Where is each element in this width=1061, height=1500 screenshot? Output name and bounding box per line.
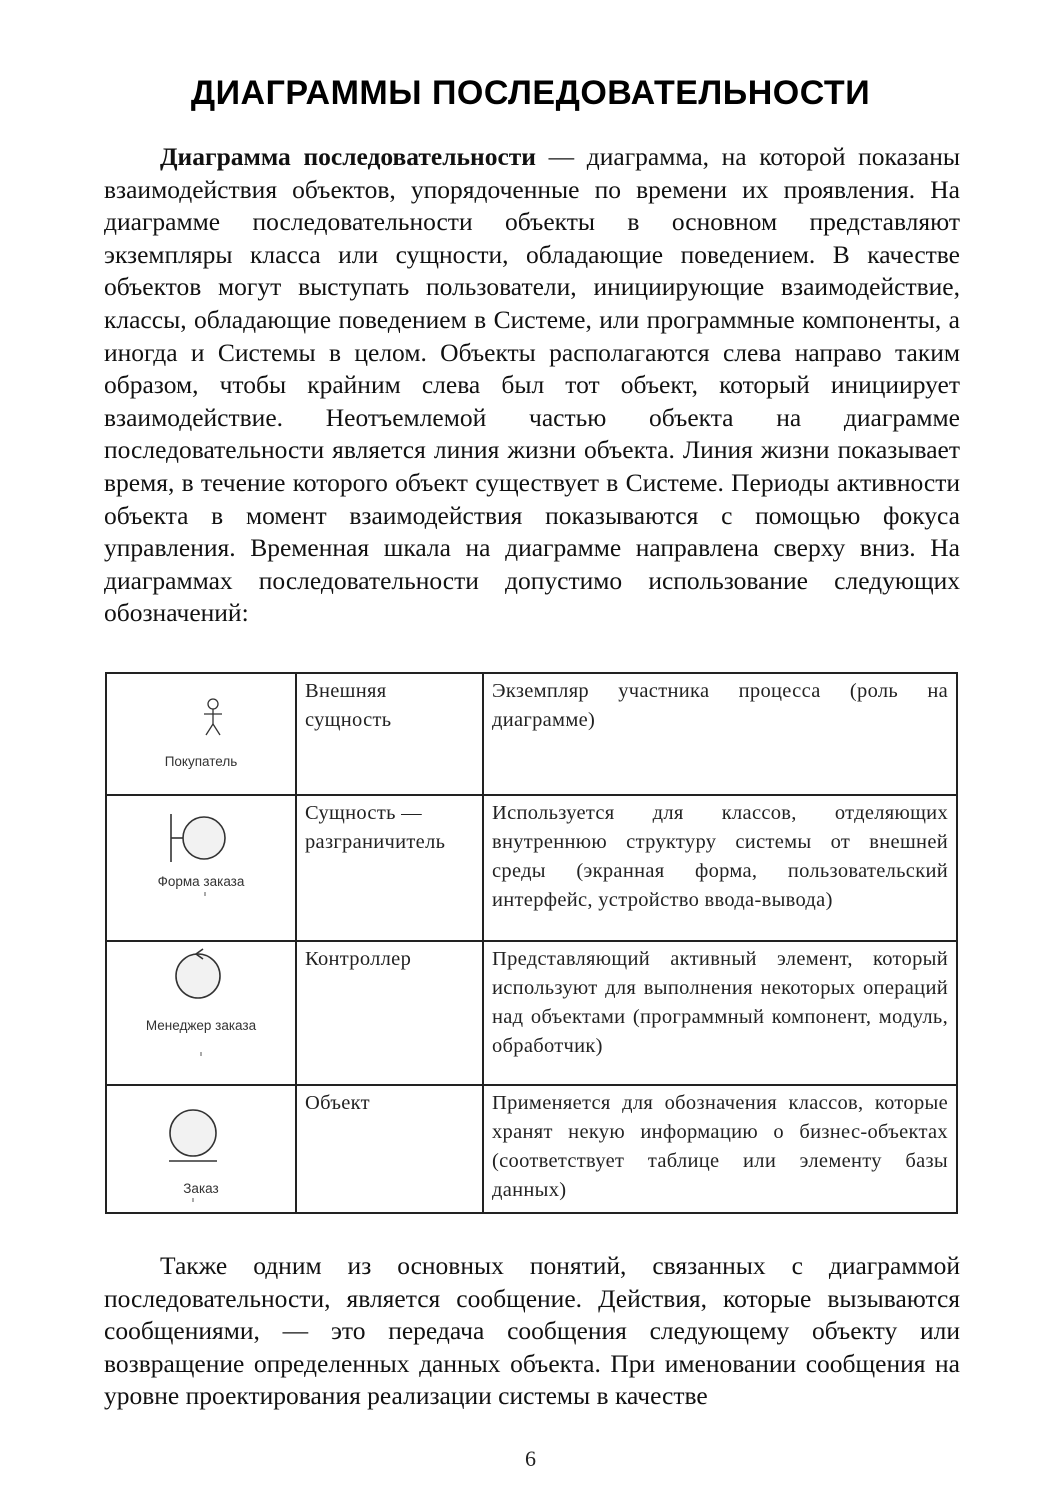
actor-icon bbox=[107, 674, 295, 796]
description-cell bbox=[483, 1085, 957, 1213]
notation-description: Представляющий активный элемент, который используют для выполнения некоторых операций над объектами (программный компонент, модуль, обработчик) bbox=[492, 948, 948, 1057]
icon-label: Менеджер заказа bbox=[145, 1018, 257, 1033]
icon-cell bbox=[106, 673, 296, 795]
notation-name: Внешняя сущность bbox=[305, 680, 392, 731]
description-cell bbox=[483, 941, 957, 1085]
notation-table bbox=[105, 672, 958, 1214]
notation-name: Объект bbox=[305, 1092, 370, 1114]
intro-text: — диаграмма, на которой показаны взаимодействия объектов, упорядоченные по времени их проявления. На диаграмме последовательности объекты в основном представляют экземпляры класса или сущности, обладающие поведением. В качестве объектов могут выступать пользователи, инициирующие взаимодействие, классы, обладающие поведением в Системе, или программные компоненты, а иногда и Системы в целом. Объекты располагаются слева направо таким образом, чтобы крайним слева был тот объект, который инициирует взаимодействие. Неотъемлемой частью объекта на диаграмме последовательности является линия жизни объекта. Линия жизни показывает время, в течение которого объект существует в Системе. Периоды активности объекта в момент взаимодействия показываются с помощью фокуса управления. Временная шкала на диаграмме направлена сверху вниз. На диаграммах последовательности допустимо использование следующих обозначений: bbox=[104, 142, 960, 628]
table-row bbox=[106, 795, 957, 941]
notation-description: Применяется для обозначения классов, которые хранят некую информацию о бизнес-объектах (соответствует таблице или элементу базы данных) bbox=[492, 1092, 948, 1201]
table-row bbox=[106, 673, 957, 795]
page-number: 6 bbox=[525, 1446, 536, 1471]
icon-cell bbox=[106, 941, 296, 1085]
table-row bbox=[106, 941, 957, 1085]
icon-cell bbox=[106, 795, 296, 941]
page-title: ДИАГРАММЫ ПОСЛЕДОВАТЕЛЬНОСТИ bbox=[190, 74, 871, 112]
description-cell bbox=[483, 795, 957, 941]
notation-description: Экземпляр участника процесса (роль на диаграмме) bbox=[492, 680, 948, 731]
intro-paragraph bbox=[104, 141, 960, 630]
outro-paragraph bbox=[104, 1250, 960, 1413]
name-cell bbox=[296, 673, 483, 795]
icon-label: Форма заказа bbox=[157, 874, 245, 889]
outro-text: Также одним из основных понятий, связанных с диаграммой последовательности, является сообщение. Действия, которые вызываются сообщениями, — это передача сообщения следующему объекту или возвращение определенных данных объекта. При именовании сообщения на уровне проектирования реализации системы в качестве bbox=[104, 1251, 960, 1411]
control-icon bbox=[107, 942, 295, 1086]
name-cell bbox=[296, 1085, 483, 1213]
icon-cell bbox=[106, 1085, 296, 1213]
notation-name: Контроллер bbox=[305, 948, 412, 970]
notation-name: Сущность — разграничитель bbox=[305, 802, 446, 853]
description-cell bbox=[483, 673, 957, 795]
icon-label: Заказ bbox=[183, 1181, 219, 1196]
table-row bbox=[106, 1085, 957, 1213]
icon-label: Покупатель bbox=[164, 754, 238, 769]
name-cell bbox=[296, 795, 483, 941]
notation-description: Используется для классов, отделяющих внутреннюю структуру системы от внешней среды (экранная форма, пользовательский интерфейс, устройство ввода-вывода) bbox=[492, 802, 948, 911]
intro-term: Диаграмма последовательности bbox=[160, 142, 536, 171]
name-cell bbox=[296, 941, 483, 1085]
boundary-icon bbox=[107, 796, 295, 942]
